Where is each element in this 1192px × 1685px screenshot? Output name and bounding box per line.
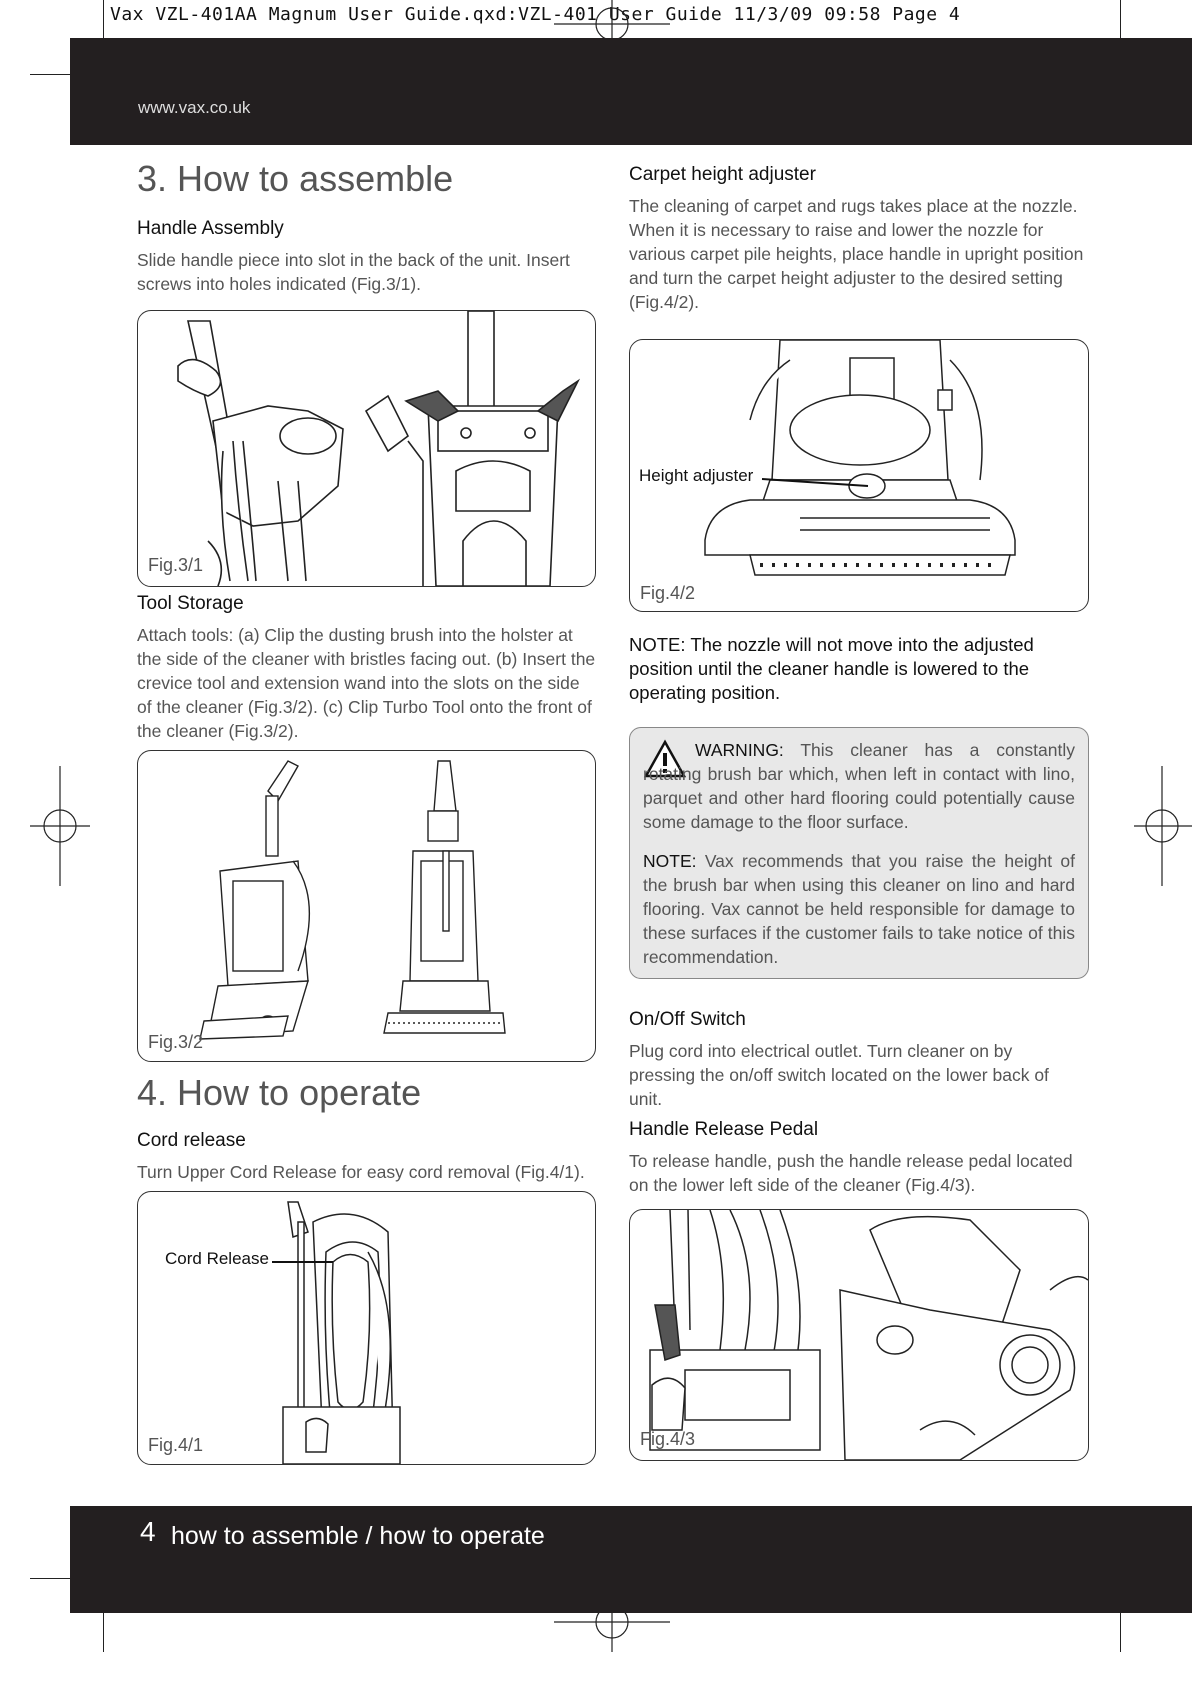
section-label: how to assemble / how to operate [171, 1522, 545, 1550]
handle-assembly-heading: Handle Assembly [137, 218, 284, 239]
figure-label: Fig.3/1 [148, 555, 204, 575]
carpet-height-text: The cleaning of carpet and rugs takes place at the nozzle. When it is necessary to raise and lower the nozzle for various carpet pile heights, place handle in upright position and turn the carpet height adjuster to the desired setting (Fig.4/2). [629, 196, 1084, 312]
figure-4-2 [629, 339, 1089, 612]
figure-label: Fig.4/1 [148, 1435, 204, 1455]
warning-note-body: Vax recommends that you raise the height of the brush bar when using this cleaner on lino and hard flooring. Vax cannot be held responsible for damage to these surfaces if the customer fails to take notice of this recommendation. [643, 851, 1075, 967]
header-band [70, 38, 1192, 145]
carpet-height-heading: Carpet height adjuster [629, 164, 816, 185]
figure-3-1 [137, 310, 596, 587]
height-adjuster-callout: Height adjuster [636, 466, 756, 486]
figure-4-3 [629, 1209, 1089, 1461]
handle-release-heading: Handle Release Pedal [629, 1119, 819, 1140]
vacuum-handle-release-pedal-icon [630, 1210, 1088, 1460]
print-slug: Vax VZL-401AA Magnum User Guide.qxd:VZL-401 User Guide 11/3/09 09:58 Page 4 [110, 4, 961, 25]
figure-label: Fig.4/2 [640, 583, 696, 603]
site-url: www.vax.co.uk [138, 98, 251, 117]
nozzle-note: NOTE: The nozzle will not move into the adjusted position until the cleaner handle is lowered to the operating position. [629, 634, 1034, 703]
warning-note [643, 849, 1075, 969]
warning-lead: WARNING: [695, 740, 784, 760]
cord-release-heading: Cord release [137, 1130, 246, 1151]
assemble-title: 3. How to assemble [137, 158, 454, 199]
cord-release-callout: Cord Release [162, 1249, 272, 1269]
figure-4-1 [137, 1191, 596, 1465]
figure-3-2 [137, 750, 596, 1062]
figure-label: Fig.4/3 [640, 1429, 696, 1449]
warning-text [643, 738, 1075, 834]
figure-label: Fig.3/2 [148, 1032, 204, 1052]
handle-assembly-text: Slide handle piece into slot in the back of the unit. Insert screws into holes indicated (Fig.3/1). [137, 250, 570, 294]
on-off-heading: On/Off Switch [629, 1009, 746, 1030]
warning-note-lead: NOTE: [643, 851, 697, 871]
vacuum-tool-storage-icon [138, 751, 595, 1061]
cord-release-text: Turn Upper Cord Release for easy cord removal (Fig.4/1). [137, 1162, 585, 1182]
vacuum-handle-assembly-icon [138, 311, 595, 586]
page-number: 4 [140, 1516, 156, 1547]
on-off-text: Plug cord into electrical outlet. Turn cleaner on by pressing the on/off switch located on the lower back of unit. [629, 1041, 1049, 1109]
handle-release-text: To release handle, push the handle release pedal located on the lower left side of the cleaner (Fig.4/3). [629, 1151, 1073, 1195]
warning-body: This cleaner has a constantly rotating brush bar which, when left in contact with lino, parquet and other hard flooring could potentially cause some damage to the floor surface. [643, 740, 1075, 832]
warning-box [629, 727, 1089, 979]
tool-storage-text: Attach tools: (a) Clip the dusting brush into the holster at the side of the cleaner with bristles facing out. (b) Insert the crevice tool and extension wand into the slots on the side of the cleaner (Fig.3/2). (c) Clip Turbo Tool onto the front of the cleaner (Fig.3/2). [137, 625, 596, 741]
operate-title: 4. How to operate [137, 1072, 422, 1113]
tool-storage-heading: Tool Storage [137, 593, 244, 614]
vacuum-cord-release-icon [138, 1192, 595, 1464]
